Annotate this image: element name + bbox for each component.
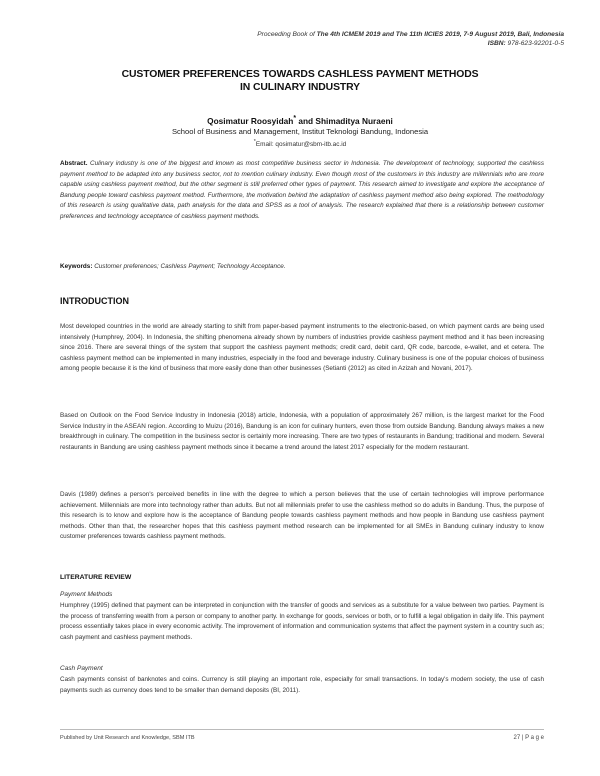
keywords-text: Customer preferences; Cashless Payment; Technology Acceptance. [92,263,286,270]
literature-heading: LITERATURE REVIEW [60,574,132,581]
abstract-text: Culinary industry is one of the biggest and known as most competitive business sector in Indonesia. The development of technology, supported the cashless payment method to be adapted into any business sector, not to mention culinary industry. Even though most of the customers in this industry are millennials who are more capable using cashless payment method, but the other segment is still preferred other types of payment. This research aimed to investigate and explore the acceptance of Bandung people toward cashless payment method. Furthermore, the motivation behind the adaptation of cashless payment method also being explored. The methodology of this research is using qualitative data, path analysis for the data and SPSS as a tool of analysis. The research explained that there is a relationship between customer preferences and technology acceptance of cashless payment methods. [60,160,544,220]
author-1: Qosimatur Roosyidah [207,115,294,126]
footer-publisher: Published by Unit Research and Knowledge, SBM ITB [60,735,195,741]
author-2: and Shimaditya Nuraeni [296,115,393,126]
title-line-2: IN CULINARY INDUSTRY [240,82,360,93]
header-prefix: Proceeding Book of [257,31,317,38]
paper-title [60,68,540,94]
corresponding-mark: * [293,115,297,122]
conference-name: The 4th ICMEM 2019 and The 11th IICIES 2019, 7-9 August 2019, Bali, Indonesia [316,31,564,38]
subheading-payment-methods: Payment Methods [60,591,113,598]
affiliation: School of Business and Management, Institut Teknologi Bandung, Indonesia [171,127,429,136]
intro-paragraph-1: Most developed countries in the world are already starting to shift from paper-based payment instruments to the electronic-based, on which payment cards are being used intensively (Humphrey, 2004). In Indonesia, the shifting phenomena already shown by numbers of industries provide cashless payment method and it has been increasing since 2016. There are several things of the system that support the cashless payment methods; credit card, debit card, QR code, barcode, e-wallet, and et cetera. The cashless payment method can be implemented in many industries, especially in the food and beverage industry. Culinary business is one of the popular choices of business among people because it is the kind of business that more easily done than other businesses (Setianti (2012) as cited in Azizah and Novani, 2017). [60,323,544,373]
keywords [60,263,544,270]
email-line [60,139,540,148]
proceeding-header [257,30,564,48]
isbn-line [257,39,564,48]
title-line-1: CUSTOMER PREFERENCES TOWARDS CASHLESS PAYMENT METHODS [121,69,479,80]
keywords-label: Keywords: [60,263,93,270]
abstract-label: Abstract. [60,160,88,167]
cash-payment-paragraph: Cash payments consist of banknotes and coins. Currency is still playing an important role, especially for small transactions. In today's modern society, the use of cash payments such as currency does tend to be smaller than demand deposits (BI, 2011). [60,676,544,694]
author-list [60,115,540,126]
intro-paragraph-3: Davis (1989) defines a person's perceived benefits in line with the degree to which a person believes that the use of certain technologies will improve performance achievement. Millennials are more into technology rather than adults. But not all millennials prefer to use the cashless method so do adults in Bandung. Thus, the purpose of this research is to know and explore how is the acceptance of Bandung people towards cashless payment methods and how people in Bandung use cashless payment methods. Other than that, the researcher hopes that this cashless payment method research can be implemented for all SMEs in Bandung culinary industry to know customer preferences towards cashless payment methods. [60,491,544,541]
isbn-value: 978-623-92201-0-5 [505,40,564,47]
subheading-cash-payment: Cash Payment [60,665,103,672]
introduction-heading: INTRODUCTION [60,296,129,306]
page-number: 27 | P a g e [513,735,544,741]
email-text: Email: qosimatur@sbm-itb.ac.id [255,141,347,149]
abstract [60,159,544,223]
email-mark: * [253,139,256,145]
isbn-label: ISBN: [487,40,506,47]
footer-divider [60,729,544,730]
payment-methods-paragraph: Humphrey (1995) defined that payment can be interpreted in conjunction with the transfer of goods and services as a substitute for a value between two parties. Payment is the process of transferring wealth from a person or company to another party. In exchange for goods, services or both, or to fulfill a legal obligation in daily life. This payment process essentially takes place in every economic activity. The improvement of information and communication systems that affect the payment system in a country such as; cash payment and cashless payment methods. [60,602,544,641]
intro-paragraph-2: Based on Outlook on the Food Service Industry in Indonesia (2018) article, Indonesia, with a population of approximately 267 million, is the largest market for the Food Service Industry in the ASEAN region. According to Muizu (2016), Bandung is an icon for culinary hunters, even those from outside Bandung. Bandung always makes a new breakthrough in culinary. The competition in the business sector is certainly more increasing. There are two types of restaurants in Bandung; traditional and modern. Several restaurants in Bandung are using cashless payment methods since it became a trend around the latest 2017 especially for the modern restaurant. [60,412,544,451]
conference-line [257,30,564,39]
